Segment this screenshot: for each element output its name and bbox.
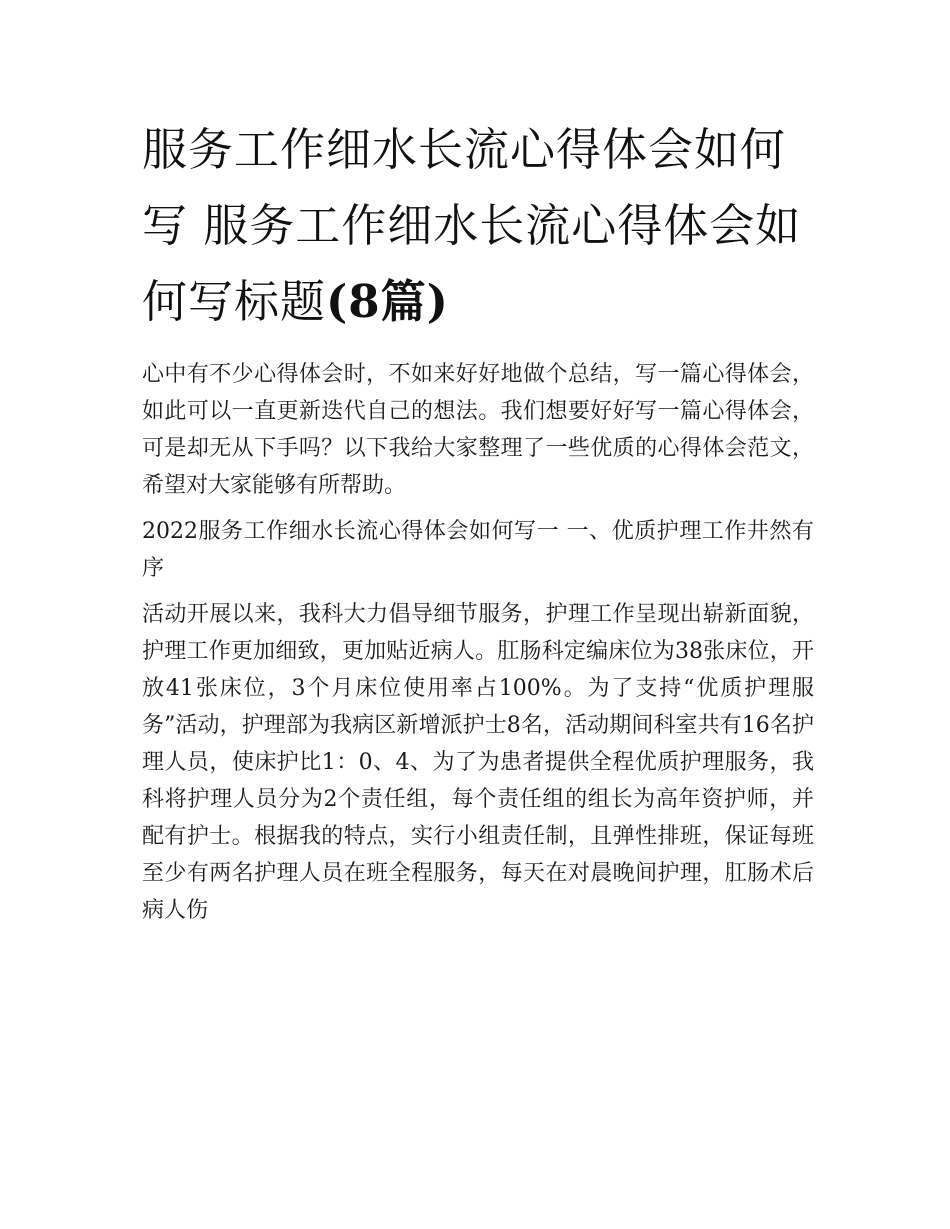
document-title	[142, 112, 814, 340]
title-suffix: (8篇)	[326, 275, 449, 328]
intro-paragraph: 心中有不少心得体会时，不如来好好地做个总结，写一篇心得体会，如此可以一直更新迭代自己的想法。我们想要好好写一篇心得体会，可是却无从下手吗？以下我给大家整理了一些优质的心得体会范文，希望对大家能够有所帮助。	[142, 362, 814, 498]
body-paragraph: 活动开展以来，我科大力倡导细节服务，护理工作呈现出崭新面貌，护理工作更加细致，更加贴近病人。肛肠科定编床位为38张床位，开放41张床位，3个月床位使用率占100%。为了支持“优质护理服务”活动，护理部为我病区新增派护士8名，活动期间科室共有16名护理人员，使床护比1：0、4、为了为患者提供全程优质护理服务，我科将护理人员分为2个责任组，每个责任组的组长为高年资护师，并配有护士。根据我的特点，实行小组责任制，且弹性排班，保证每班至少有两名护理人员在班全程服务，每天在对晨晚间护理，肛肠术后病人伤	[142, 602, 814, 923]
section-heading: 2022服务工作细水长流心得体会如何写一 一、优质护理工作井然有序	[142, 519, 814, 581]
document-page	[142, 112, 814, 929]
title-text: 服务工作细水长流心得体会如何写 服务工作细水长流心得体会如何写标题	[142, 123, 802, 328]
